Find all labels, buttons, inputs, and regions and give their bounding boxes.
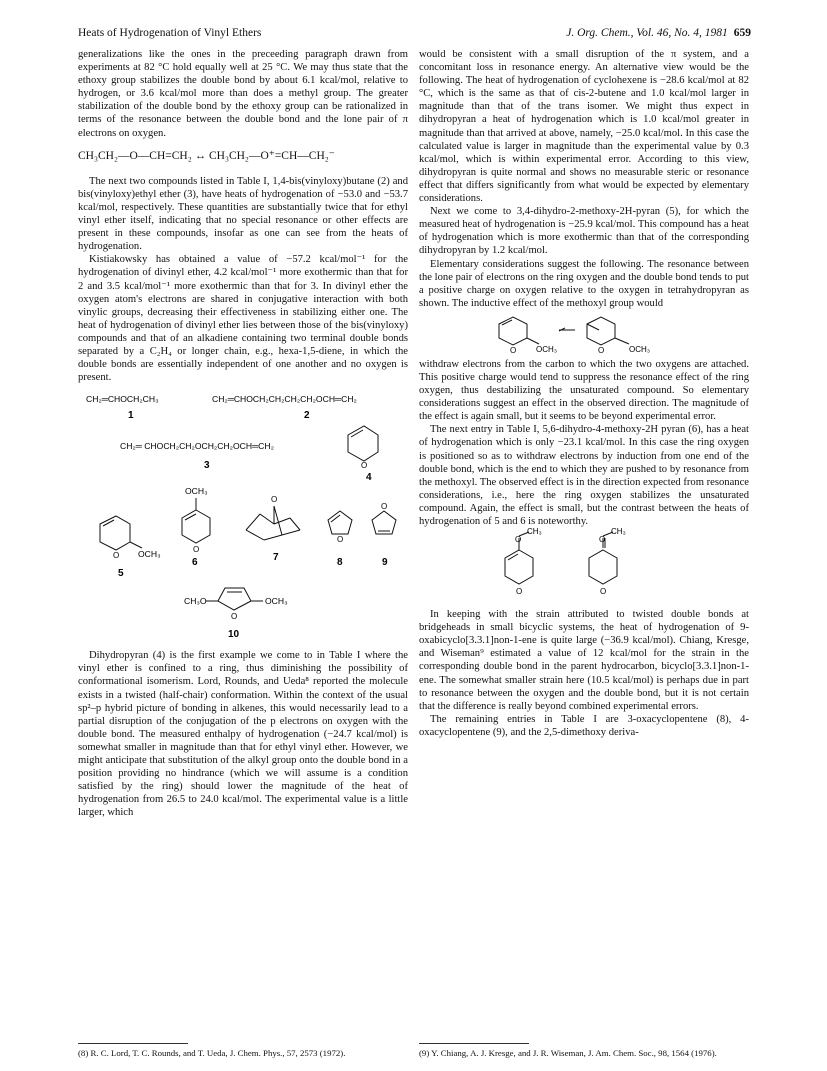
structure-10-ring [206,588,263,610]
paragraph: withdraw electrons from the carbon to which the two oxygens are attached. This positive charge would tend to suppress the resonance effect of the ring oxygen, thus destabilizing the unsaturated compound. So elementary considerations suggest an effect in the observed direction. The magnitude of the effect is again small, but it seems to be beyond experimental error. [419,358,749,423]
compound-number-6: 6 [192,557,198,569]
structure-8-ring [328,511,352,534]
ring-oxygen-label: O [516,587,523,597]
compound-number-8: 8 [337,557,343,569]
compound-number-7: 7 [273,552,279,564]
methoxy-label: OCH₃ [629,344,651,354]
methoxy-label: OCH₃ [185,486,208,497]
journal-citation [566,27,751,39]
ring-oxygen-label: O [598,345,605,355]
structure-5-ring [100,516,142,550]
journal-name: J. Org. Chem., Vol. 46, No. 4, 1981 [566,27,728,39]
compound-number-4: 4 [366,472,372,484]
methoxy-label: CH₃O [184,596,207,607]
paragraph: generalizations like the ones in the preceeding paragraph drawn from experiments at 82 °C hold equally well at 25 °C. We may thus state that the ethoxy group stabilizes the double bond by about 6.1 kcal/mol, relative to hydrogen, or 3.6 kcal/mol more than does a methyl group. The greater stabilization of the double bond by the ethoxy group can be rationalized in terms of the resonance between the double bond and the lone pair of π electrons on oxygen. [78,49,408,139]
bridge-oxygen-label: O [271,495,278,505]
ether-oxygen-label: O [599,535,606,545]
ring-oxygen-label: O [337,535,344,545]
page-number: 659 [733,27,751,39]
footnote-8: (8) R. C. Lord, T. C. Rounds, and T. Ueda, J. Chem. Phys., 57, 2573 (1972). [78,1048,346,1058]
footnote-rule [419,1043,529,1044]
methyl-label: CH₃ [611,528,626,537]
ring-oxygen-label: O [113,551,120,561]
methoxy-label: OCH₃ [536,344,558,354]
structure-9-ring [372,511,396,534]
methoxy-resonance-figure [419,528,749,608]
resonance-structures-figure [419,310,749,358]
left-column [78,48,408,819]
resonance-equation: CH₃CH₂—O—CH=CH₂ ↔ CH₃CH₂—O⁺=CH—CH₂⁻ [78,149,335,162]
ring-oxygen-label: O [231,612,238,622]
footnote-9: (9) Y. Chiang, A. J. Kresge, and J. R. Wiseman, J. Am. Chem. Soc., 98, 1564 (1976). [419,1048,717,1058]
structures-figure [78,390,408,647]
running-title: Heats of Hydrogenation of Vinyl Ethers [78,27,262,39]
paragraph: Next we come to 3,4-dihydro-2-methoxy-2H-pyran (5), for which the measured heat of hydrogenation is −25.9 kcal/mol. This compound has a heat of hydrogenation which is more exothermic than that of the corresponding dihydropyran by 1.2 kcal/mol. [419,206,749,257]
structure-2-formula: CH₂═CHOCH₂CH₂CH₂CH₂OCH═CH₂ [212,394,357,405]
compound-number-5: 5 [118,568,124,580]
ring-oxygen-label: O [510,345,517,355]
ring-oxygen-label: O [193,545,200,555]
structure-4-ring [348,426,378,461]
paragraph: The remaining entries in Table I are 3-oxacyclopentene (8), 4-oxacyclopentene (9), and the 2,5-dimethoxy deriva- [419,713,749,738]
paragraph: Elementary considerations suggest the following. The resonance between the lone pair of electrons on the ring oxygen and the double bond tends to put a positive charge on oxygen relative to the oxygen in tetrahydropyran as shown. The inductive effect of the methoxyl group would [419,258,749,309]
compound-number-2: 2 [304,410,310,422]
paragraph: Kistiakowsky has obtained a value of −57.2 kcal/mol⁻¹ for the hydrogenation of divinyl ether, 4.2 kcal/mol⁻¹ more exothermic than that for 2 and 3.5 kcal/mol⁻¹ more exothermic than that for 3. In divinyl ether the oxygen atom's electrons are shared in conjugative interaction with both vinylic groups, decreasing their effectiveness in stabilizing either one. The heat of hydrogenation of divinyl ether lies between those of the bis(vinyloxy) compounds and that of an alkadiene containing two terminal double bonds separated by a C₂H₄ or longer chain, e.g., hexa-1,5-diene, in which the double bonds are essentially independent of one another and no oxygen is present. [78,254,408,384]
paragraph: Dihydropyran (4) is the first example we come to in Table I where the vinyl ether is confined to a ring, thus diminishing the possibility of conformational isomerism. Lord, Rounds, and Ueda⁸ reported the molecule exists in a twisted (half-chair) conformation. Within the context of the usual sp²–p hybrid picture of bonding in alkenes, this would necessarily lead to a partial disruption of the conjugation of the p electrons on oxygen with the double bond. The measured enthalpy of hydrogenation (−24.7 kcal/mol) is somewhat smaller in magnitude than that for ethyl vinyl ether. However, we might anticipate that substitution of the alkyl group onto the double bond in a position providing no hindrance (which we will assume is a condition satisfied by the ring) should lower the magnitude of the heat of hydrogenation from 26.5 to 24.0 kcal/mol. The experimental value is a little larger, which [78,650,408,819]
ether-oxygen-label: O [515,535,522,545]
ring-oxygen-label: O [361,461,368,471]
methoxy-label: OCH₃ [265,596,288,607]
structure-6-ring [182,498,210,543]
footnote-rule [78,1043,188,1044]
methyl-label: CH₃ [527,528,542,537]
ring-oxygen-label: O [381,502,388,512]
methoxy-label: OCH₃ [138,549,161,560]
compound-number-1: 1 [128,410,134,422]
paragraph: The next two compounds listed in Table I, 1,4-bis(vinyloxy)butane (2) and bis(vinyloxy)ethyl ether (3), have heats of hydrogenation of −53.0 and −53.7 kcal/mol, respectively. These quantities are substantially twice that for ethyl vinyl ether itself, indicating that no special resonance or other effects are present in these compounds, insofar as one can see from the heats of hydrogenation. [78,175,408,253]
structure-7-bicyclic [246,506,300,540]
right-column [419,48,749,739]
paragraph: The next entry in Table I, 5,6-dihydro-4-methoxy-2H pyran (6), has a heat of hydrogenation which is only −23.1 kcal/mol. In this case the ring oxygen is positioned so as to withdraw electrons by induction from one end of the double bond, which is the end to which they are pushed to by resonance from the methoxyl. The observed effect is in the direction expected from resonance considerations, i.e., here the ring oxygen stabilizes the unsaturated compound. Again, the effect is small, but the contrast between the heats of hydrogenation of 5 and 6 is noteworthy. [419,424,749,527]
paragraph: In keeping with the strain attributed to twisted double bonds at bridgeheads in small bicyclic systems, the heat of hydrogenation of 9-oxabicyclo[3.3.1]non-1-ene is quite large (−36.9 kcal/mol). Chiang, Kresge, and Wiseman⁹ estimated a value of 12 kcal/mol for the strain in the corresponding double bond in the parent hydrocarbon, bicyclo[3.3.1]non-1-ene. The somewhat smaller strain here (10.5 kcal/mol) is perhaps due in part to resonance between the oxygen and the double bond, but it is not certain that the difference is really beyond combined experimental errors. [419,609,749,712]
structure-1-formula: CH₂═CHOCH₂CH₃ [86,394,159,405]
structure-3-formula: CH₂═ CHOCH₂CH₂OCH₂CH₂OCH═CH₂ [120,441,274,452]
ring-oxygen-label: O [600,587,607,597]
compound-number-3: 3 [204,460,210,472]
compound-number-9: 9 [382,557,388,569]
paragraph: would be consistent with a small disruption of the π system, and a concomitant loss in resonance energy. An alternative view would be the following. The heat of hydrogenation of cyclohexene is −28.6 kcal/mol at 82 °C, which is the same as that of cis-2-butene and 1.0 kcal/mol larger in magnitude than that of the trans isomer. We might thus expect in dihydropyran a heat of hydrogenation which is 1.0 kcal/mol greater in magnitude than that arrived at above, namely, −25.0 kcal/mol. In this case the calculated value is larger in magnitude than the experimental value by 0.3 kcal/mol, which is within experimental error. According to this view, dihydropyran is quite normal and shows no measurable steric or resonance effect that differs significantly from what would be expected by elementary considerations. [419,49,749,205]
compound-number-10: 10 [228,629,240,641]
